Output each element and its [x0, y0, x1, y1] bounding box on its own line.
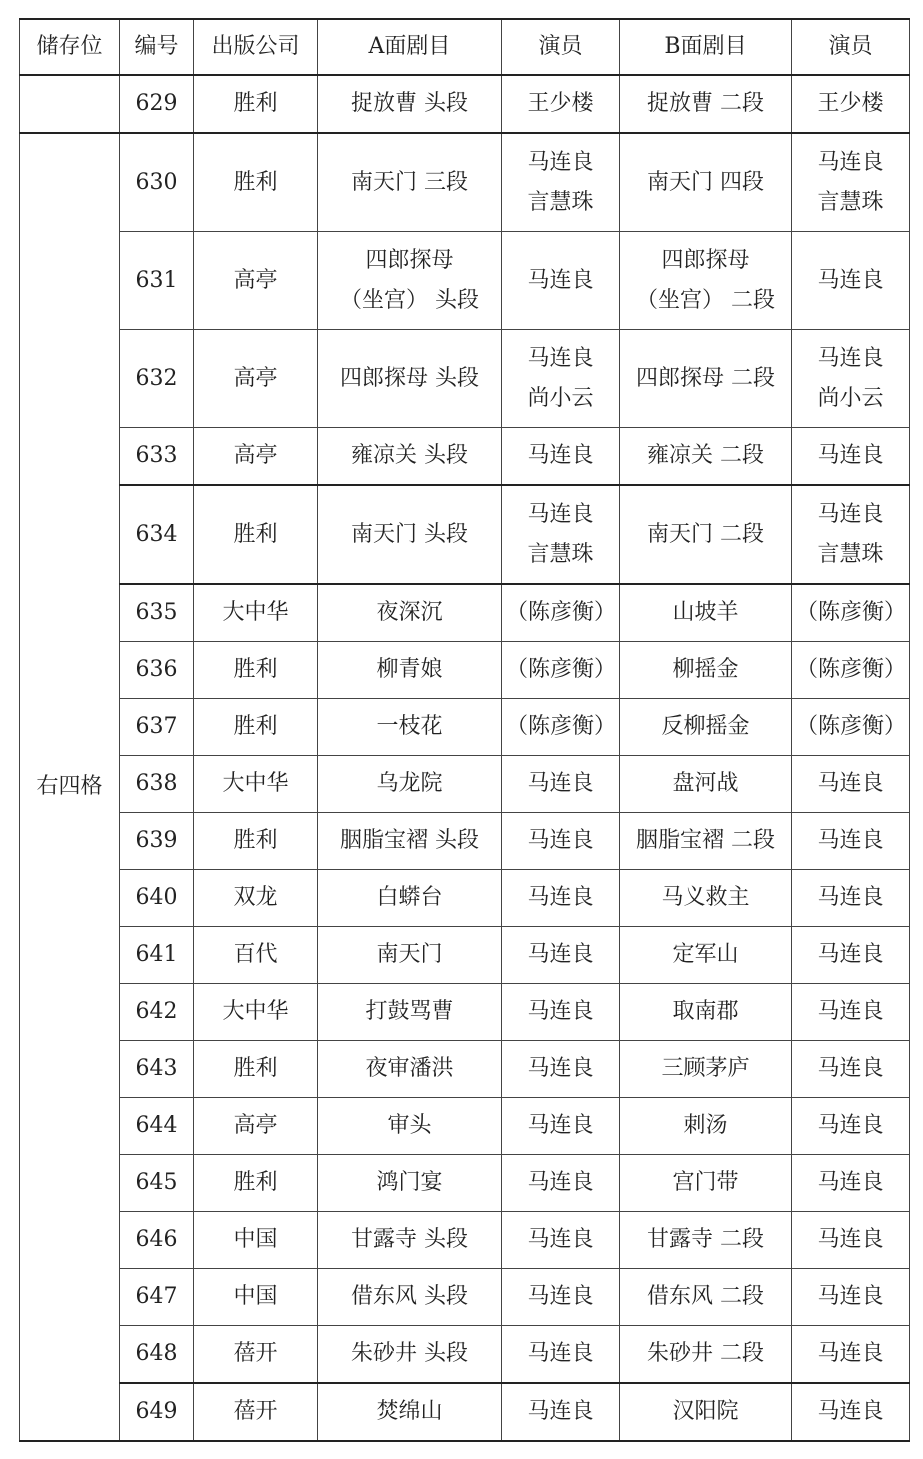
a-side-title	[318, 232, 502, 330]
a-side-actor-line: 马连良	[527, 501, 594, 527]
b-side-title-line: 雍凉关 二段	[647, 443, 764, 468]
publisher-cell: 胜利	[194, 813, 318, 870]
a-side-title-line: 乌龙院	[376, 771, 443, 796]
b-side-title-line: （坐宫） 二段	[636, 287, 775, 313]
table-row	[20, 1269, 910, 1326]
table-body	[20, 75, 910, 1441]
b-side-actor-line: 马连良	[817, 267, 884, 293]
b-side-title	[620, 756, 792, 813]
a-side-actor-line: 马连良	[527, 345, 594, 371]
table-row	[20, 984, 910, 1041]
b-side-actor	[792, 232, 910, 330]
table-row	[20, 485, 910, 584]
b-side-title-line: 盘河战	[672, 771, 739, 796]
b-side-actor	[792, 813, 910, 870]
b-side-title-line: 刺汤	[683, 1113, 728, 1138]
b-side-actor-line: （陈彦衡）	[796, 714, 907, 739]
header-number: 编号	[120, 19, 194, 75]
a-side-actor-line: 马连良	[527, 942, 594, 967]
publisher-cell: 双龙	[194, 870, 318, 927]
b-side-actor-line: 马连良	[817, 999, 884, 1024]
b-side-title-line: 宫门带	[672, 1170, 739, 1195]
record-number: 644	[120, 1098, 194, 1155]
b-side-title	[620, 699, 792, 756]
b-side-title-line: 四郎探母	[661, 247, 750, 273]
table-row	[20, 699, 910, 756]
a-side-title-line: 夜深沉	[376, 600, 443, 625]
record-number: 637	[120, 699, 194, 756]
b-side-actor-line: 马连良	[817, 828, 884, 853]
b-side-title-line: 柳摇金	[672, 657, 739, 682]
a-side-title-line: 四郎探母 头段	[340, 365, 479, 391]
record-number: 641	[120, 927, 194, 984]
b-side-actor	[792, 699, 910, 756]
table-row	[20, 584, 910, 642]
a-side-actor-line: 马连良	[527, 1113, 594, 1138]
b-side-title-line: 三顾茅庐	[661, 1056, 750, 1081]
record-number: 636	[120, 642, 194, 699]
a-side-actor-line: 马连良	[527, 443, 594, 468]
storage-cell: 右四格	[20, 133, 120, 1441]
b-side-actor	[792, 870, 910, 927]
b-side-actor	[792, 75, 910, 133]
a-side-title-line: 鸿门宴	[376, 1170, 443, 1195]
b-side-actor	[792, 485, 910, 584]
a-side-title-line: 审头	[387, 1113, 432, 1138]
b-side-actor-line: （陈彦衡）	[796, 600, 907, 625]
a-side-actor	[502, 927, 620, 984]
a-side-title-line: 白蟒台	[376, 885, 443, 910]
b-side-actor-line: 马连良	[817, 501, 884, 527]
table-row	[20, 330, 910, 428]
a-side-actor	[502, 133, 620, 232]
record-catalog-table	[19, 18, 910, 1442]
b-side-title	[620, 1041, 792, 1098]
b-side-title-line: 捉放曹 二段	[647, 91, 764, 116]
record-number: 649	[120, 1383, 194, 1441]
b-side-title	[620, 1098, 792, 1155]
b-side-title-line: 南天门 四段	[647, 169, 764, 195]
b-side-actor-line: 马连良	[817, 1284, 884, 1309]
b-side-actor-line: 言慧珠	[817, 541, 884, 567]
a-side-actor	[502, 984, 620, 1041]
b-side-actor-line: 马连良	[817, 443, 884, 468]
record-number: 646	[120, 1212, 194, 1269]
a-side-title	[318, 584, 502, 642]
b-side-title	[620, 984, 792, 1041]
b-side-actor	[792, 1383, 910, 1441]
b-side-title	[620, 927, 792, 984]
b-side-title-line: 朱砂井 二段	[647, 1341, 764, 1366]
b-side-actor-line: 言慧珠	[817, 189, 884, 215]
b-side-actor	[792, 133, 910, 232]
a-side-title-line: 朱砂井 头段	[351, 1341, 468, 1366]
a-side-title-line: 借东风 头段	[351, 1284, 468, 1309]
b-side-title-line: 四郎探母 二段	[636, 365, 775, 391]
a-side-title-line: 四郎探母	[365, 247, 454, 273]
b-side-title-line: 马义救主	[661, 885, 750, 910]
b-side-actor-line: 马连良	[817, 1399, 884, 1424]
b-side-actor-line: 马连良	[817, 149, 884, 175]
b-side-title-line: 山坡羊	[672, 600, 739, 625]
a-side-title-line: 柳青娘	[376, 657, 443, 682]
a-side-title	[318, 699, 502, 756]
b-side-title	[620, 870, 792, 927]
a-side-title-line: 南天门 三段	[351, 169, 468, 195]
publisher-cell: 胜利	[194, 699, 318, 756]
b-side-title-line: 甘露寺 二段	[647, 1227, 764, 1252]
a-side-actor	[502, 485, 620, 584]
publisher-cell: 高亭	[194, 330, 318, 428]
b-side-actor	[792, 428, 910, 486]
table-row	[20, 642, 910, 699]
b-side-actor-line: 马连良	[817, 942, 884, 967]
publisher-cell: 大中华	[194, 984, 318, 1041]
b-side-title	[620, 133, 792, 232]
a-side-actor-line: 马连良	[527, 1056, 594, 1081]
publisher-cell: 大中华	[194, 584, 318, 642]
record-number: 630	[120, 133, 194, 232]
b-side-title-line: 反柳摇金	[661, 714, 750, 739]
a-side-actor-line: 马连良	[527, 828, 594, 853]
b-side-title	[620, 428, 792, 486]
b-side-title	[620, 330, 792, 428]
b-side-actor-line: 马连良	[817, 1227, 884, 1252]
a-side-actor-line: （陈彦衡）	[506, 657, 617, 682]
a-side-title-line: 夜审潘洪	[365, 1056, 454, 1081]
a-side-title	[318, 642, 502, 699]
a-side-title-line: （坐宫） 头段	[340, 287, 479, 313]
a-side-title-line: 雍凉关 头段	[351, 443, 468, 468]
a-side-actor-line: 马连良	[527, 1341, 594, 1366]
b-side-actor-line: （陈彦衡）	[796, 657, 907, 682]
b-side-actor	[792, 1041, 910, 1098]
a-side-actor-line: 王少楼	[527, 91, 594, 116]
publisher-cell: 蓓开	[194, 1326, 318, 1384]
publisher-cell: 中国	[194, 1269, 318, 1326]
a-side-actor	[502, 1383, 620, 1441]
b-side-actor-line: 马连良	[817, 1341, 884, 1366]
b-side-title	[620, 584, 792, 642]
b-side-title	[620, 642, 792, 699]
a-side-actor-line: 马连良	[527, 885, 594, 910]
b-side-actor-line: 马连良	[817, 1113, 884, 1138]
a-side-title	[318, 984, 502, 1041]
header-a-actor: 演员	[502, 19, 620, 75]
b-side-actor-line: 马连良	[817, 885, 884, 910]
publisher-cell: 蓓开	[194, 1383, 318, 1441]
table-row	[20, 1155, 910, 1212]
header-storage: 储存位	[20, 19, 120, 75]
a-side-title	[318, 1041, 502, 1098]
header-a-title: A面剧目	[318, 19, 502, 75]
a-side-actor-line: 言慧珠	[527, 189, 594, 215]
a-side-actor-line: 马连良	[527, 267, 594, 293]
a-side-title	[318, 813, 502, 870]
storage-cell	[20, 75, 120, 133]
table-row	[20, 428, 910, 486]
b-side-title	[620, 1326, 792, 1384]
header-publisher: 出版公司	[194, 19, 318, 75]
table-row	[20, 1212, 910, 1269]
record-number: 645	[120, 1155, 194, 1212]
b-side-title	[620, 232, 792, 330]
b-side-title	[620, 813, 792, 870]
publisher-cell: 百代	[194, 927, 318, 984]
record-number: 642	[120, 984, 194, 1041]
table-row	[20, 133, 910, 232]
b-side-title	[620, 1383, 792, 1441]
b-side-title	[620, 1155, 792, 1212]
b-side-actor	[792, 584, 910, 642]
record-number: 632	[120, 330, 194, 428]
a-side-actor-line: 马连良	[527, 771, 594, 796]
a-side-title	[318, 133, 502, 232]
a-side-title-line: 打鼓骂曹	[365, 999, 454, 1024]
publisher-cell: 中国	[194, 1212, 318, 1269]
table-row	[20, 75, 910, 133]
a-side-title	[318, 330, 502, 428]
b-side-actor-line: 马连良	[817, 345, 884, 371]
publisher-cell: 高亭	[194, 1098, 318, 1155]
b-side-title	[620, 1212, 792, 1269]
a-side-actor	[502, 330, 620, 428]
b-side-actor-line: 马连良	[817, 1056, 884, 1081]
record-number: 633	[120, 428, 194, 486]
a-side-title	[318, 1383, 502, 1441]
a-side-title-line: 胭脂宝褶 头段	[340, 828, 479, 853]
table-row	[20, 1098, 910, 1155]
a-side-actor	[502, 870, 620, 927]
a-side-title	[318, 1269, 502, 1326]
a-side-title-line: 焚绵山	[376, 1399, 443, 1424]
publisher-cell: 胜利	[194, 133, 318, 232]
b-side-actor	[792, 1098, 910, 1155]
table-row	[20, 232, 910, 330]
publisher-cell: 胜利	[194, 642, 318, 699]
a-side-actor	[502, 1212, 620, 1269]
b-side-actor	[792, 1212, 910, 1269]
table-row	[20, 1383, 910, 1441]
a-side-actor	[502, 699, 620, 756]
table-row	[20, 813, 910, 870]
publisher-cell: 大中华	[194, 756, 318, 813]
b-side-actor-line: 马连良	[817, 771, 884, 796]
a-side-actor-line: 尚小云	[527, 385, 594, 411]
a-side-actor	[502, 1041, 620, 1098]
b-side-title-line: 南天门 二段	[647, 521, 764, 547]
a-side-actor	[502, 232, 620, 330]
b-side-actor-line: 王少楼	[817, 91, 884, 116]
record-number: 639	[120, 813, 194, 870]
b-side-title-line: 借东风 二段	[647, 1284, 764, 1309]
a-side-actor	[502, 584, 620, 642]
a-side-actor	[502, 1326, 620, 1384]
table-row	[20, 1041, 910, 1098]
record-number: 643	[120, 1041, 194, 1098]
b-side-title-line: 取南郡	[672, 999, 739, 1024]
b-side-actor	[792, 1155, 910, 1212]
a-side-title	[318, 1212, 502, 1269]
a-side-actor-line: （陈彦衡）	[506, 600, 617, 625]
record-number: 640	[120, 870, 194, 927]
a-side-title-line: 南天门	[376, 942, 443, 967]
a-side-title-line: 甘露寺 头段	[351, 1227, 468, 1252]
a-side-actor-line: （陈彦衡）	[506, 714, 617, 739]
a-side-title	[318, 1155, 502, 1212]
a-side-actor-line: 马连良	[527, 149, 594, 175]
b-side-title	[620, 485, 792, 584]
a-side-title	[318, 75, 502, 133]
table-row	[20, 756, 910, 813]
a-side-title	[318, 428, 502, 486]
b-side-actor	[792, 642, 910, 699]
a-side-actor	[502, 813, 620, 870]
a-side-title	[318, 485, 502, 584]
table-row	[20, 927, 910, 984]
record-number: 638	[120, 756, 194, 813]
b-side-title	[620, 75, 792, 133]
a-side-title	[318, 870, 502, 927]
a-side-title-line: 捉放曹 头段	[351, 91, 468, 116]
b-side-title	[620, 1269, 792, 1326]
record-number: 634	[120, 485, 194, 584]
a-side-actor	[502, 1155, 620, 1212]
a-side-actor	[502, 1269, 620, 1326]
header-b-title: B面剧目	[620, 19, 792, 75]
b-side-actor-line: 尚小云	[817, 385, 884, 411]
publisher-cell: 高亭	[194, 428, 318, 486]
a-side-actor	[502, 428, 620, 486]
b-side-actor	[792, 1326, 910, 1384]
a-side-actor	[502, 1098, 620, 1155]
a-side-actor	[502, 642, 620, 699]
header-row	[20, 19, 910, 75]
b-side-actor	[792, 330, 910, 428]
b-side-actor	[792, 927, 910, 984]
a-side-title	[318, 1326, 502, 1384]
a-side-actor-line: 马连良	[527, 1170, 594, 1195]
a-side-actor-line: 马连良	[527, 999, 594, 1024]
publisher-cell: 胜利	[194, 485, 318, 584]
a-side-title	[318, 927, 502, 984]
record-number: 648	[120, 1326, 194, 1384]
publisher-cell: 胜利	[194, 1155, 318, 1212]
a-side-actor	[502, 756, 620, 813]
a-side-title-line: 南天门 头段	[351, 521, 468, 547]
header-b-actor: 演员	[792, 19, 910, 75]
a-side-title	[318, 1098, 502, 1155]
b-side-actor	[792, 984, 910, 1041]
b-side-actor	[792, 1269, 910, 1326]
record-number: 631	[120, 232, 194, 330]
a-side-actor-line: 马连良	[527, 1399, 594, 1424]
a-side-title-line: 一枝花	[376, 714, 443, 739]
a-side-actor-line: 言慧珠	[527, 541, 594, 567]
b-side-title-line: 定军山	[672, 942, 739, 967]
b-side-title-line: 汉阳院	[672, 1399, 739, 1424]
b-side-actor	[792, 756, 910, 813]
a-side-actor-line: 马连良	[527, 1284, 594, 1309]
publisher-cell: 胜利	[194, 1041, 318, 1098]
publisher-cell: 高亭	[194, 232, 318, 330]
record-number: 647	[120, 1269, 194, 1326]
a-side-actor-line: 马连良	[527, 1227, 594, 1252]
b-side-title-line: 胭脂宝褶 二段	[636, 828, 775, 853]
record-number: 635	[120, 584, 194, 642]
record-number: 629	[120, 75, 194, 133]
a-side-actor	[502, 75, 620, 133]
a-side-title	[318, 756, 502, 813]
publisher-cell: 胜利	[194, 75, 318, 133]
table-row	[20, 1326, 910, 1384]
b-side-actor-line: 马连良	[817, 1170, 884, 1195]
table-row	[20, 870, 910, 927]
